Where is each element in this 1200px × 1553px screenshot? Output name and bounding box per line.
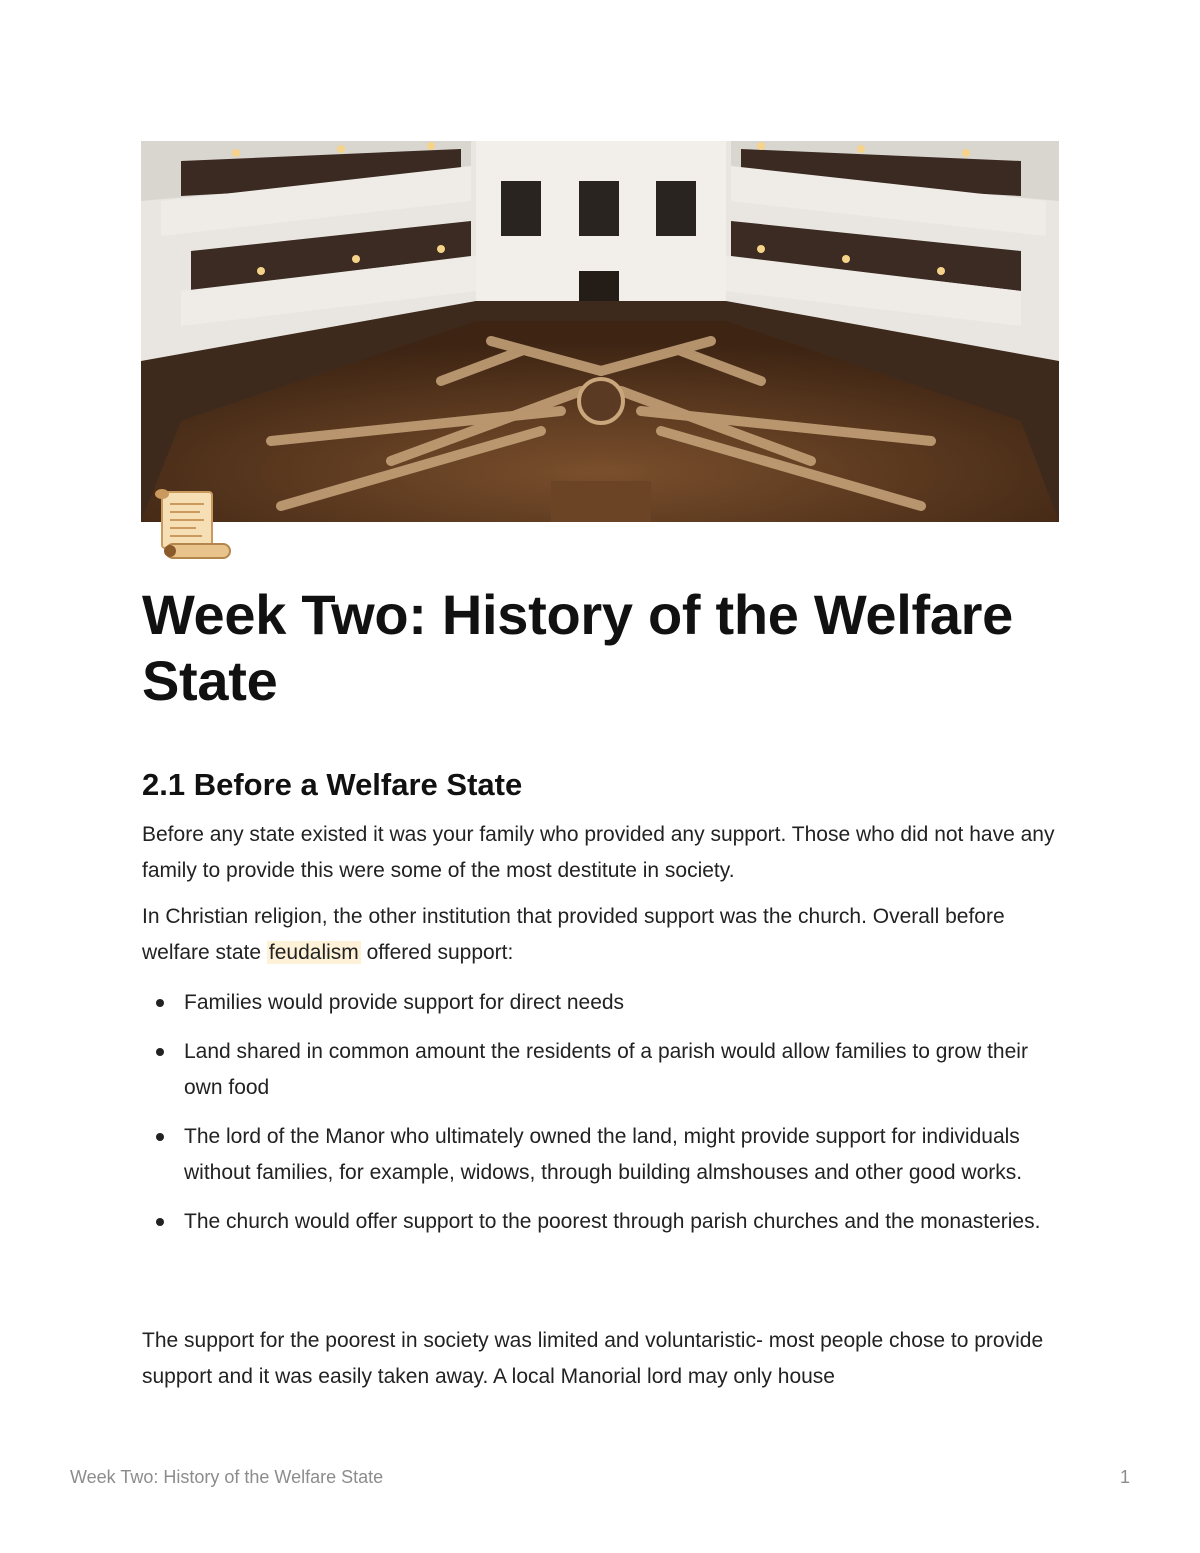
list-item-text: The lord of the Manor who ultimately owned the land, might provide support for individuals without families, for example, widows, through building almshouses and other good works.: [184, 1125, 1023, 1184]
list-item-text: The church would offer support to the poorest through parish churches and the monasteries.: [184, 1210, 1041, 1233]
cover-image: [141, 141, 1059, 522]
bullet-icon: [156, 999, 164, 1007]
list-item: [142, 985, 1062, 1021]
library-reading-room-photo: [141, 141, 1059, 522]
bullet-list: [142, 985, 1062, 1253]
page-number: 1: [1119, 1467, 1130, 1487]
bullet-icon: [156, 1218, 164, 1226]
list-item: [142, 1204, 1062, 1240]
paragraph: The support for the poorest in society was limited and voluntaristic- most people chose to provide support and it was easily taken away. A local Manorial lord may only house: [142, 1329, 1044, 1388]
scroll-icon: [148, 486, 234, 566]
highlighted-term: feudalism: [268, 941, 359, 964]
bullet-icon: [156, 1048, 164, 1056]
section-heading: 2.1 Before a Welfare State: [142, 767, 523, 802]
paragraph: [142, 899, 1062, 971]
paragraph-text: In Christian religion, the other institution that provided support was the church. Overall before welfare state: [142, 905, 1005, 964]
list-item: [142, 1034, 1062, 1106]
list-item-text: Land shared in common amount the residents of a parish would allow families to grow their own food: [184, 1040, 1028, 1099]
list-item: [142, 1119, 1062, 1191]
bullet-icon: [156, 1133, 164, 1141]
footer-title: Week Two: History of the Welfare State: [70, 1467, 384, 1487]
page-title: Week Two: History of the Welfare State: [142, 583, 1014, 712]
list-item-text: Families would provide support for direct needs: [184, 991, 625, 1014]
paragraph: Before any state existed it was your family who provided any support. Those who did not have any family to provide this were some of the most destitute in society.: [142, 823, 1055, 882]
paragraph-text: offered support:: [360, 941, 514, 964]
